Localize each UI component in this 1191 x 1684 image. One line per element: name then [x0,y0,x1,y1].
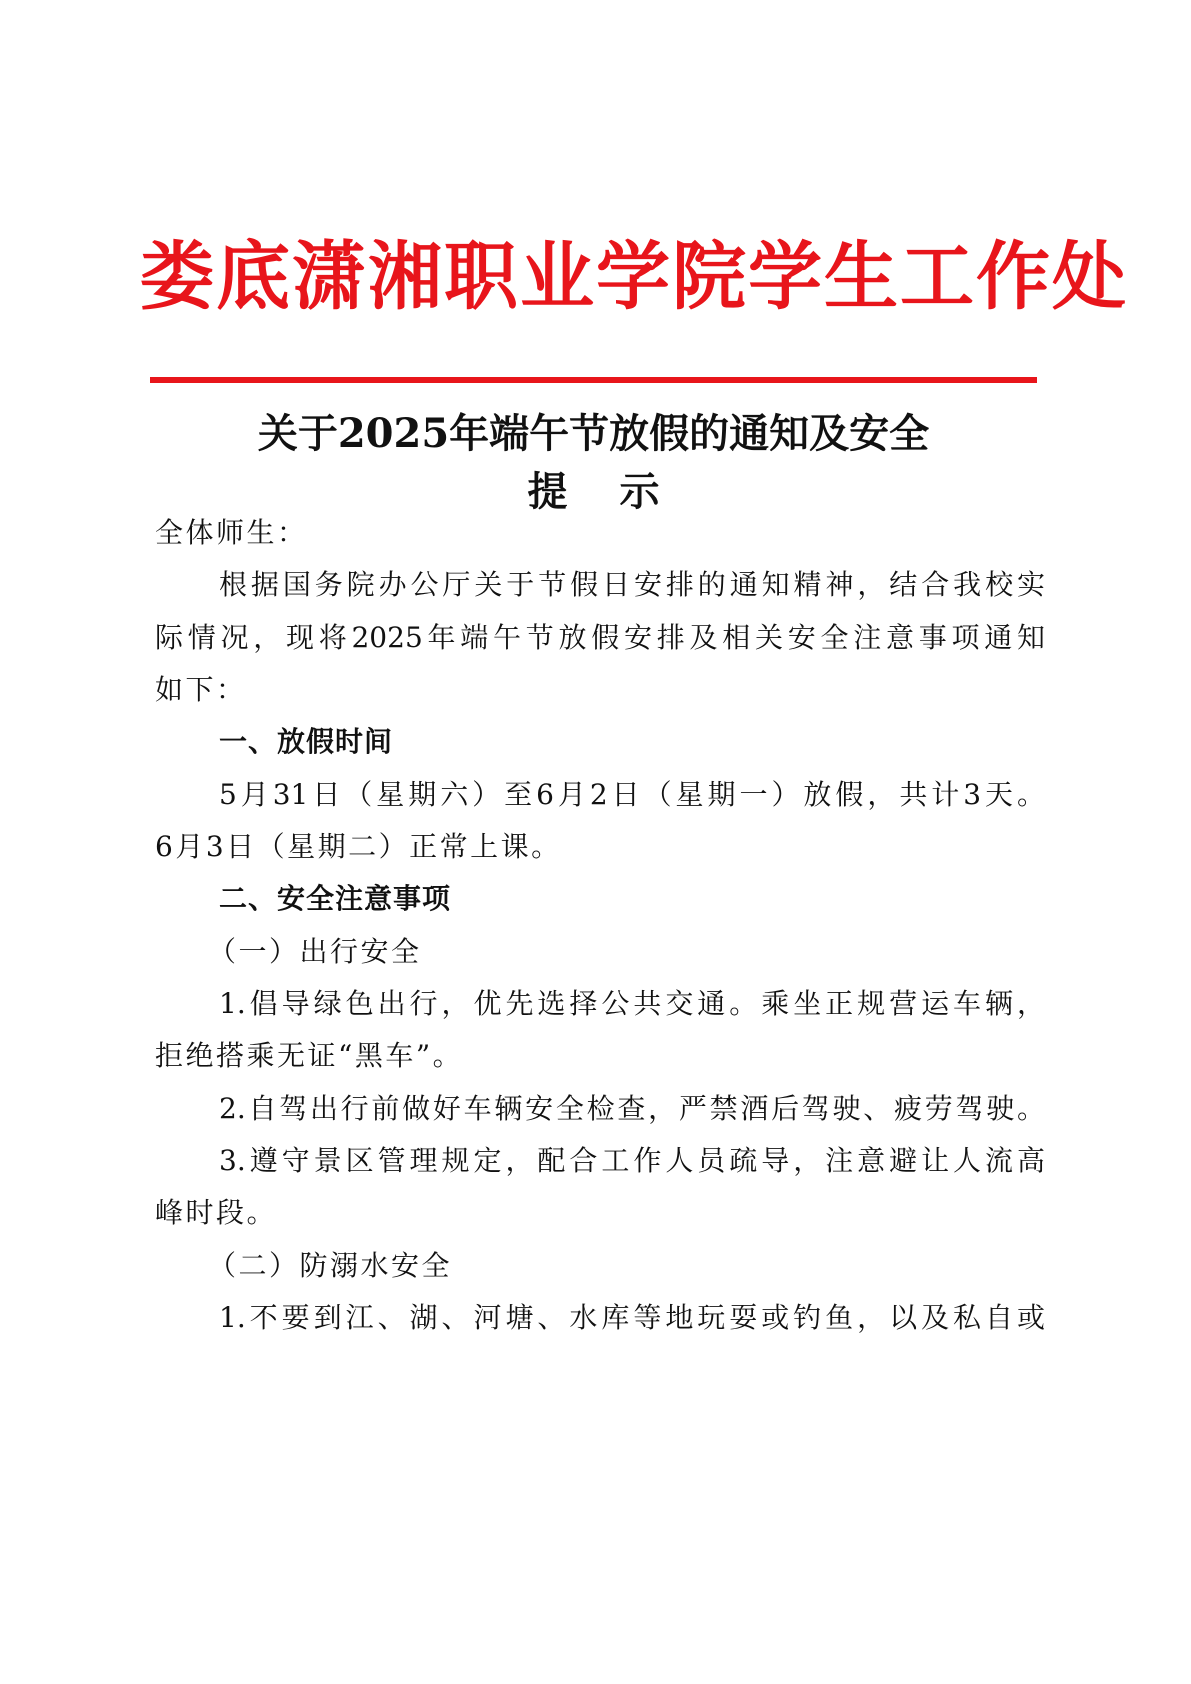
salutation: 全体师生： [155,516,308,549]
subsection-heading-drowning: （二）防溺水安全 [208,1249,453,1282]
travel-item-line: 拒绝搭乘无证“黑车”。 [155,1039,464,1072]
intro-paragraph-line: 如下： [155,673,247,706]
drowning-item-line: 1.不要到江、湖、河塘、水库等地玩耍或钓鱼，以及私自或 [219,1301,1045,1334]
org-letterhead: 娄底潇湘职业学院学生工作处 [140,234,1128,320]
holiday-dates-line: 5月31日（星期六）至6月2日（星期一）放假，共计3天。 [219,778,1045,811]
section-heading-safety: 二、安全注意事项 [219,882,452,915]
travel-item-line: 2.自驾出行前做好车辆安全检查，严禁酒后驾驶、疲劳驾驶。 [219,1092,1045,1125]
section-heading-holiday-time: 一、放假时间 [219,725,394,758]
notice-title-line-1: 关于2025年端午节放假的通知及安全 [257,410,930,457]
travel-item-line: 峰时段。 [155,1196,278,1229]
intro-paragraph-line: 根据国务院办公厅关于节假日安排的通知精神，结合我校实 [219,568,1045,601]
travel-item-line: 1.倡导绿色出行，优先选择公共交通。乘坐正规营运车辆， [219,987,1045,1020]
notice-title-line-2: 提示 [527,468,712,515]
holiday-dates-line: 6月3日（星期二）正常上课。 [155,830,562,863]
travel-item-line: 3.遵守景区管理规定，配合工作人员疏导，注意避让人流高 [219,1144,1045,1177]
subsection-heading-travel: （一）出行安全 [208,935,422,968]
letterhead-divider [150,377,1037,383]
intro-paragraph-line: 际情况，现将2025年端午节放假安排及相关安全注意事项通知 [155,621,1045,654]
